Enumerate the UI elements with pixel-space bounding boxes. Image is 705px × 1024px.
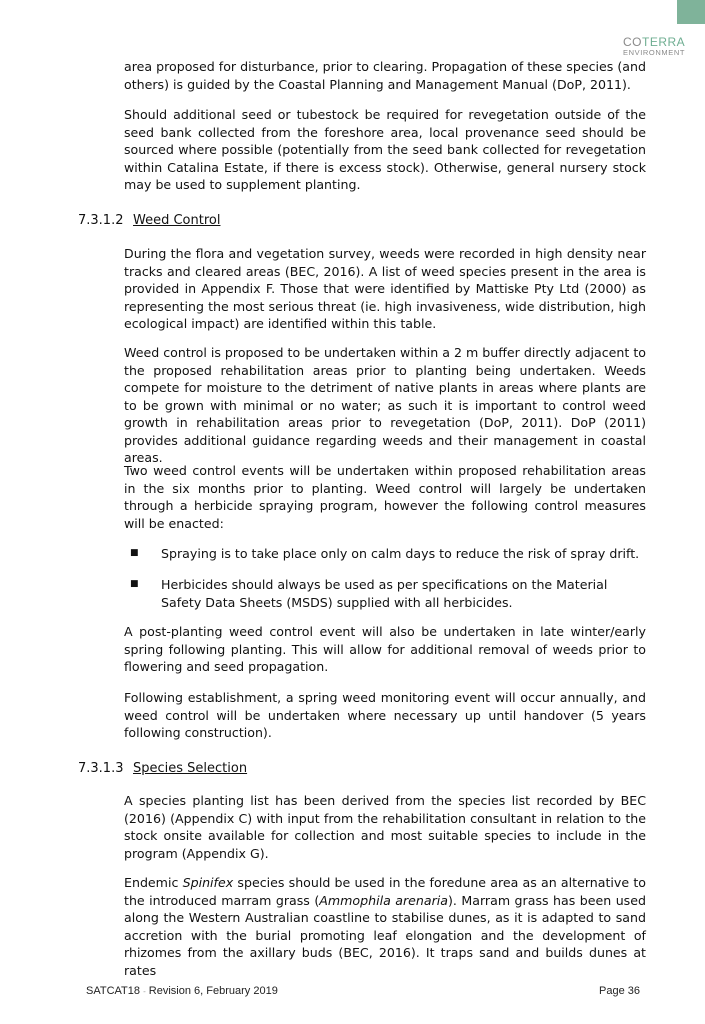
- paragraph: Should additional seed or tubestock be required for revegetation outside of the seed bank collected from the foreshore area, local provenance seed should be sourced where possible (potentially from the seed bank collected for revegetation within Catalina Estate, if there is excess stock). Otherwise, general nursery stock may be used to supplement planting.: [124, 107, 646, 192]
- section-number: 7.3.1.3: [78, 761, 124, 776]
- paragraph: During the flora and vegetation survey, weeds were recorded in high density near tracks and cleared areas (BEC, 2016). A list of weed species present in the area is provided in Appendix F. Those that were identified by Mattiske Pty Ltd (2000) as representing the most serious threat (ie. high invasiveness, wide distribution, high ecological impact) are identified within this table.: [124, 246, 646, 331]
- list-item-text: Spraying is to take place only on calm days to reduce the risk of spray drift.: [161, 546, 640, 561]
- paragraph: Endemic Spinifex species should be used in the foredune area as an alternative to the introduced marram grass (Ammophila arenaria). Marram grass has been used along the Western Australian coastline to stabilise dunes, as it is adapted to sand accretion with the burial promoting leaf elongation and the development of rhizomes from the axillary buds (BEC, 2016). It traps sand and builds dunes at rates: [124, 875, 646, 978]
- section-title: Weed Control: [133, 213, 221, 228]
- paragraph: area proposed for disturbance, prior to clearing. Propagation of these species (and others) is guided by the Coastal Planning and Management Manual (DoP, 2011).: [124, 59, 646, 92]
- paragraph: A species planting list has been derived from the species list recorded by BEC (2016) (Appendix C) with input from the rehabilitation consultant in relation to the stock onsite available for collection and most suitable species to include in the program (Appendix G).: [124, 793, 646, 861]
- paragraph: Two weed control events will be undertaken within proposed rehabilitation areas in the six months prior to planting. Weed control will largely be undertaken through a herbicide spraying program, however the following control measures will be enacted:: [124, 463, 646, 531]
- company-logo: [623, 36, 703, 57]
- footer-document-info: SATCAT18 - Revision 6, February 2019: [86, 985, 278, 997]
- bullet-icon: ■: [130, 579, 139, 589]
- section-title: Species Selection: [133, 761, 248, 776]
- corner-tab: [677, 0, 705, 24]
- section-heading-weed-control: [78, 212, 220, 229]
- section-heading-species-selection: [78, 760, 247, 777]
- bullet-icon: ■: [130, 548, 139, 558]
- paragraph: Weed control is proposed to be undertaken within a 2 m buffer directly adjacent to the proposed rehabilitation areas prior to planting being undertaken. Weeds compete for moisture to the detriment of native plants in areas where plants are to be grown with minimal or no water; as such it is important to control weed growth in rehabilitation areas prior to revegetation (DoP, 2011). DoP (2011) provides additional guidance regarding weeds and their management in coastal areas.: [124, 345, 646, 465]
- logo-subtitle: ENVIRONMENT: [623, 48, 686, 57]
- paragraph: Following establishment, a spring weed monitoring event will occur annually, and weed control will be undertaken where necessary up until handover (5 years following construction).: [124, 690, 646, 740]
- logo-wordmark: COTERRA: [623, 35, 686, 49]
- list-item-text: Herbicides should always be used as per specifications on the Material Safety Data Sheets (MSDS) supplied with all herbicides.: [161, 577, 608, 610]
- section-number: 7.3.1.2: [78, 213, 124, 228]
- paragraph: A post-planting weed control event will also be undertaken in late winter/early spring following planting. This will allow for additional removal of weeds prior to flowering and seed propagation.: [124, 624, 646, 674]
- page-number: Page 36: [599, 985, 640, 997]
